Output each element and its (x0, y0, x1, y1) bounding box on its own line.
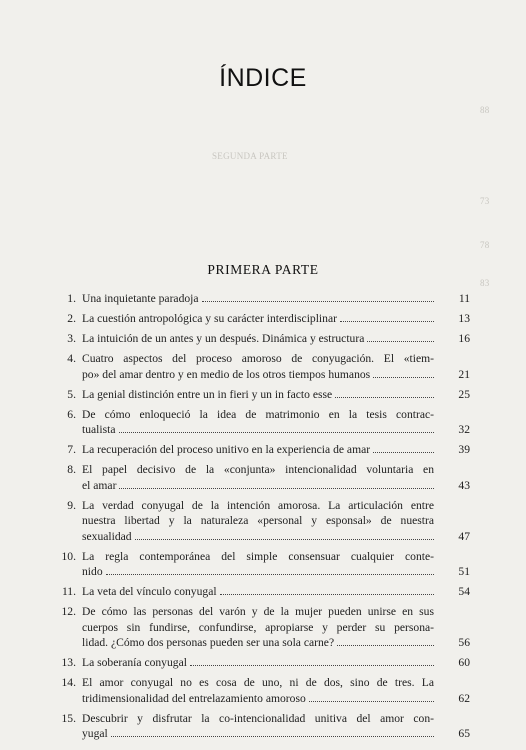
entry-title-text: po» del amar dentro y en medio de los otros tiempos humanos (82, 367, 371, 381)
show-through-page-number: 83 (480, 278, 490, 288)
dot-leader (340, 321, 434, 322)
dot-leader (135, 539, 434, 540)
entry-title-line (82, 635, 434, 651)
dot-leader (373, 377, 434, 378)
entry-title-line (82, 655, 434, 671)
toc-entry[interactable] (58, 604, 472, 651)
entry-number: 6. (67, 407, 76, 421)
toc-entry[interactable] (58, 387, 472, 403)
toc-entry[interactable] (58, 407, 472, 438)
show-through-heading: SEGUNDA PARTE (212, 151, 288, 161)
entry-page-number: 11 (458, 292, 470, 305)
entry-title-line (82, 584, 434, 600)
entry-number: 7. (67, 443, 76, 456)
entry-title-line: El amor conyugal no es cosa de uno, ni de dos, sino de tres. La (82, 676, 434, 689)
dot-leader (119, 432, 435, 433)
entry-number: 15. (61, 711, 76, 725)
entry-title-line (82, 291, 434, 307)
entry-title-line (82, 331, 434, 347)
dot-leader (202, 301, 434, 302)
show-through-page-number: 78 (480, 240, 490, 250)
dot-leader (119, 488, 434, 489)
entry-number: 13. (61, 656, 76, 669)
show-through-page-number: 73 (480, 196, 490, 206)
entry-title-text: lidad. ¿Cómo dos personas pueden ser una sola carne? (82, 636, 335, 649)
entry-title-line (82, 564, 434, 580)
entry-title-line (82, 442, 434, 458)
index-title: ÍNDICE (219, 64, 307, 92)
toc-entry[interactable] (58, 351, 472, 382)
entry-title-line: nuestra libertad y la naturaleza «personal y esponsal» de nuestra (82, 514, 434, 527)
entry-page-number: 43 (458, 478, 470, 492)
dot-leader (335, 397, 434, 398)
toc-entry[interactable] (58, 675, 472, 706)
entry-page-number: 13 (458, 312, 470, 325)
dot-leader (220, 594, 434, 595)
entry-page-number: 65 (458, 727, 470, 740)
entry-title-text: La soberanía conyugal (82, 656, 187, 669)
toc-entry[interactable] (58, 711, 472, 742)
toc-entry[interactable] (58, 462, 472, 493)
entry-title-text: sexualidad (82, 529, 132, 543)
dot-leader (106, 574, 434, 575)
entry-title-line (82, 387, 434, 403)
dot-leader (373, 452, 434, 453)
entry-title-text: tualista (82, 423, 116, 436)
entry-title-line: De cómo las personas del varón y de la mujer pueden unirse en sus (82, 605, 434, 618)
entry-number: 11. (61, 585, 76, 598)
entry-title-text: tridimensionalidad del entrelazamiento amoroso (82, 691, 306, 705)
entry-title-line (82, 691, 434, 707)
entry-page-number: 25 (458, 387, 470, 401)
toc-entry[interactable] (58, 311, 472, 327)
entry-title-text: La cuestión antropológica y su carácter interdisciplinar (82, 312, 337, 325)
entry-number: 8. (67, 463, 76, 476)
entry-title-text: el amar (82, 478, 117, 492)
toc-entry[interactable] (58, 549, 472, 580)
toc-entry[interactable] (58, 498, 472, 545)
entry-title-line (82, 478, 434, 494)
dot-leader (190, 665, 434, 666)
entry-title-line (82, 367, 434, 383)
toc-entry[interactable] (58, 291, 472, 307)
entry-page-number: 21 (458, 367, 470, 381)
entry-title-line: El papel decisivo de la «conjunta» intencionalidad voluntaria en (82, 463, 434, 476)
entry-title-text: La genial distinción entre un in fieri y un in facto esse (82, 387, 333, 401)
dot-leader (111, 736, 434, 737)
entry-title-line: Cuatro aspectos del proceso amoroso de conyugación. El «tiem- (82, 352, 434, 365)
entry-page-number: 60 (458, 656, 470, 669)
entry-number: 12. (61, 605, 76, 618)
entry-page-number: 16 (458, 332, 470, 345)
entry-title-line: La regla contemporánea del simple consensuar cualquier conte- (82, 549, 434, 563)
entry-title-line (82, 422, 434, 438)
entry-number: 4. (67, 352, 76, 365)
entry-page-number: 56 (458, 636, 470, 649)
entry-title-text: Una inquietante paradoja (82, 292, 199, 305)
dot-leader (337, 645, 434, 646)
entry-title-line (82, 529, 434, 545)
toc-entry[interactable] (58, 584, 472, 600)
entry-number: 14. (61, 676, 76, 689)
dot-leader (367, 341, 434, 342)
toc-entry[interactable] (58, 442, 472, 458)
entry-title-line (82, 311, 434, 327)
entry-page-number: 32 (458, 423, 470, 436)
show-through-page-number: 88 (480, 105, 490, 115)
entry-title-text: La recuperación del proceso unitivo en la experiencia de amar (82, 443, 371, 456)
toc-entry[interactable] (58, 655, 472, 671)
dot-leader (309, 701, 434, 702)
entry-number: 9. (67, 498, 76, 512)
entry-title-line: cuerpos sin fundirse, confundirse, apropiarse y perder su persona- (82, 620, 434, 634)
entry-title-text: yugal (82, 727, 108, 740)
entry-page-number: 51 (458, 565, 470, 578)
entry-title-line: La verdad conyugal de la intención amorosa. La articulación entre (82, 498, 434, 512)
entry-title-text: La intuición de un antes y un después. Dinámica y estructura (82, 332, 365, 345)
entry-page-number: 39 (458, 443, 470, 456)
entry-page-number: 47 (458, 529, 470, 543)
entry-page-number: 54 (458, 585, 470, 598)
part-title: PRIMERA PARTE (207, 262, 319, 277)
entry-title-text: nido (82, 565, 103, 578)
entry-number: 1. (67, 292, 76, 305)
entry-number: 3. (67, 332, 76, 345)
toc-entry[interactable] (58, 331, 472, 347)
entry-number: 10. (61, 549, 76, 563)
entry-title-line: Descubrir y disfrutar la co-intencionalidad unitiva del amor con- (82, 711, 434, 725)
entry-number: 2. (67, 312, 76, 325)
entry-title-line (82, 726, 434, 742)
entry-page-number: 62 (458, 691, 470, 705)
entry-title-line: De cómo enloqueció la idea de matrimonio en la tesis contrac- (82, 407, 434, 421)
table-of-contents (58, 291, 472, 746)
entry-title-text: La veta del vínculo conyugal (82, 585, 217, 598)
entry-number: 5. (67, 387, 76, 401)
